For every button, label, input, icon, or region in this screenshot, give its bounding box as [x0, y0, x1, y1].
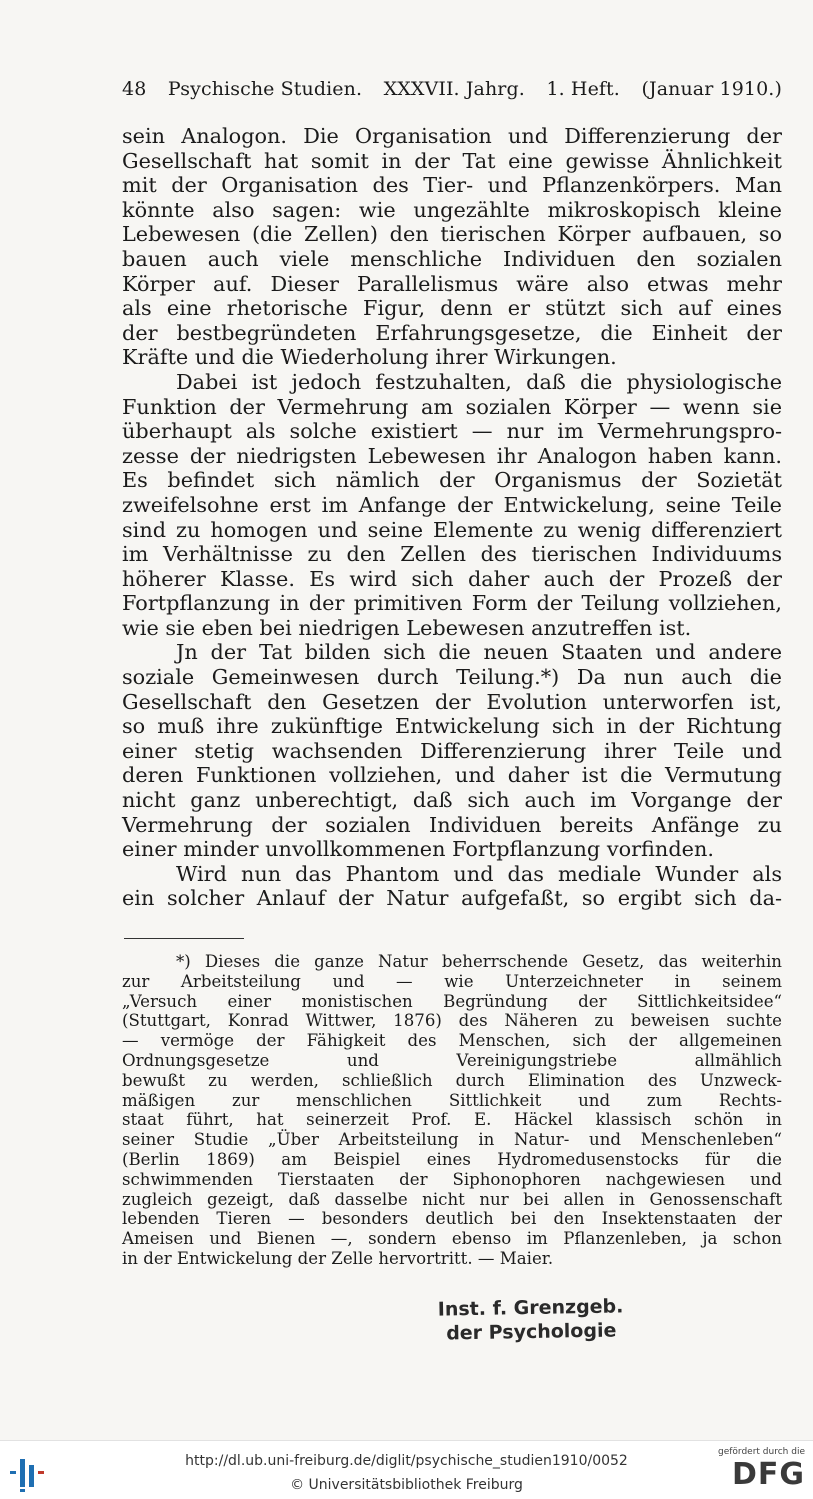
stamp-line-1: Inst. f. Grenzgeb.	[437, 1295, 624, 1321]
body-line: soziale Gemeinwesen durch Teilung.*) Da nun auch die	[122, 665, 782, 690]
footnote-line: schwimmenden Tierstaaten der Siphonophoren nachgewiesen und	[122, 1169, 782, 1189]
viewer-footer	[0, 1440, 813, 1499]
body-line: Wird nun das Phantom und das mediale Wunder als	[176, 861, 782, 886]
body-line: zesse der niedrigsten Lebewesen ihr Analogon haben kann.	[122, 443, 782, 468]
footnote-line: „Versuch einer monistischen Begründung der Sittlichkeitsidee“	[122, 991, 782, 1011]
footnote-line: zur Arbeitsteilung und — wie Unterzeichneter in seinem	[122, 971, 782, 991]
body-line: einer minder unvollkommenen Fortpflanzung vorfinden.	[122, 837, 714, 862]
body-line: Dabei ist jedoch festzuhalten, daß die physiologische	[176, 369, 782, 394]
footnote-line: (Stuttgart, Konrad Wittwer, 1876) des Näheren zu beweisen suchte	[122, 1011, 782, 1031]
body-line: deren Funktionen vollziehen, und daher ist die Vermutung	[122, 763, 782, 788]
footnote-line: Ordnungsgesetze und Vereinigungstriebe allmählich	[122, 1050, 782, 1070]
footnote-line: lebenden Tieren — besonders deutlich bei den Insektenstaaten der	[122, 1209, 782, 1229]
body-line: sein Analogon. Die Organisation und Differenzierung der	[122, 124, 782, 148]
body-line: wie sie eben bei niedrigen Lebewesen anzutreffen ist.	[122, 615, 692, 640]
body-line: im Verhältnisse zu den Zellen des tierischen Individuums	[122, 542, 782, 567]
body-line: Funktion der Vermehrung am sozialen Körper — wenn sie	[122, 394, 782, 419]
body-line: Vermehrung der sozialen Individuen bereits Anfänge zu	[122, 812, 782, 837]
issue-label: 1. Heft.	[546, 78, 620, 100]
footnote-line: mäßigen zur menschlichen Sittlichkeit und zum Rechts-	[122, 1090, 782, 1110]
footnote	[122, 952, 782, 1269]
body-line: Gesellschaft hat somit in der Tat eine gewisse Ähnlichkeit	[122, 148, 782, 173]
permalink-url[interactable]: http://dl.ub.uni-freiburg.de/diglit/psychische_studien1910/0052	[185, 1453, 628, 1469]
body-line: nicht ganz unberechtigt, daß sich auch im Vorgange der	[122, 788, 782, 813]
body-line: höherer Klasse. Es wird sich daher auch der Prozeß der	[122, 566, 782, 591]
footnote-line: (Berlin 1869) am Beispiel eines Hydromedusenstocks für die	[122, 1149, 782, 1169]
dfg-logo	[713, 1447, 805, 1495]
body-line: Kräfte und die Wiederholung ihrer Wirkungen.	[122, 345, 617, 370]
dfg-logo-text: DFG	[731, 1457, 805, 1492]
footnote-line: — vermöge der Fähigkeit des Menschen, sich der allgemeinen	[122, 1031, 782, 1051]
body-line: könnte also sagen: wie ungezählte mikroskopisch kleine	[122, 197, 782, 222]
footnote-line: seiner Studie „Über Arbeitsteilung in Natur- und Menschenleben“	[122, 1130, 782, 1150]
body-line: Körper auf. Dieser Parallelismus wäre also etwas mehr	[122, 271, 782, 296]
running-header	[122, 78, 782, 100]
body-line: bauen auch viele menschliche Individuen den sozialen	[122, 246, 782, 271]
body-line: als eine rhetorische Figur, denn er stützt sich auf eines	[122, 296, 782, 321]
stamp-line-2: der Psychologie	[446, 1319, 617, 1345]
body-line: sind zu homogen und seine Elemente zu wenig differenziert	[122, 517, 782, 542]
body-line: Jn der Tat bilden sich die neuen Staaten und andere	[176, 640, 782, 665]
body-line: überhaupt als solche existiert — nur im Vermehrungspro-	[122, 419, 782, 444]
footnote-line: zugleich gezeigt, daß dasselbe nicht nur bei allen in Genossenschaft	[122, 1189, 782, 1209]
footnote-line: bewußt zu werden, schließlich durch Elimination des Unzweck-	[122, 1070, 782, 1090]
body-line: Es befindet sich nämlich der Organismus der Sozietät	[122, 468, 782, 493]
body-text	[122, 124, 782, 911]
volume-label: XXXVII. Jahrg.	[383, 78, 525, 100]
body-line: der bestbegründeten Erfahrungsgesetze, die Einheit der	[122, 320, 782, 345]
library-stamp	[438, 1294, 624, 1345]
dfg-funded-by: gefördert durch die	[718, 1447, 805, 1457]
footnote-line: in der Entwickelung der Zelle hervortritt. — Maier.	[122, 1248, 554, 1268]
journal-title: Psychische Studien.	[167, 78, 363, 100]
copyright-notice: © Universitätsbibliothek Freiburg	[290, 1477, 523, 1493]
issue-date: (Januar 1910.)	[641, 78, 782, 100]
footnote-line: Ameisen und Bienen —, sondern ebenso im Pflanzenleben, ja schon	[122, 1229, 782, 1249]
body-line: Lebewesen (die Zellen) den tierischen Körper aufbauen, so	[122, 222, 782, 247]
body-line: zweifelsohne erst im Anfange der Entwickelung, seine Teile	[122, 492, 782, 517]
footnote-line: staat führt, hat seinerzeit Prof. E. Häckel klassisch schön in	[122, 1110, 782, 1130]
page-number: 48	[122, 78, 147, 100]
body-line: mit der Organisation des Tier- und Pflanzenkörpers. Man	[122, 173, 782, 198]
body-line: ein solcher Anlauf der Natur aufgefaßt, so ergibt sich da-	[122, 886, 782, 911]
footnote-divider	[124, 938, 244, 939]
body-line: Gesellschaft den Gesetzen der Evolution unterworfen ist,	[122, 689, 782, 714]
body-line: Fortpflanzung in der primitiven Form der Teilung vollziehen,	[122, 591, 782, 616]
body-line: einer stetig wachsenden Differenzierung ihrer Teile und	[122, 738, 782, 763]
footnote-line: *) Dieses die ganze Natur beherrschende Gesetz, das weiterhin	[176, 952, 782, 971]
body-line: so muß ihre zukünftige Entwickelung sich in der Richtung	[122, 714, 782, 739]
